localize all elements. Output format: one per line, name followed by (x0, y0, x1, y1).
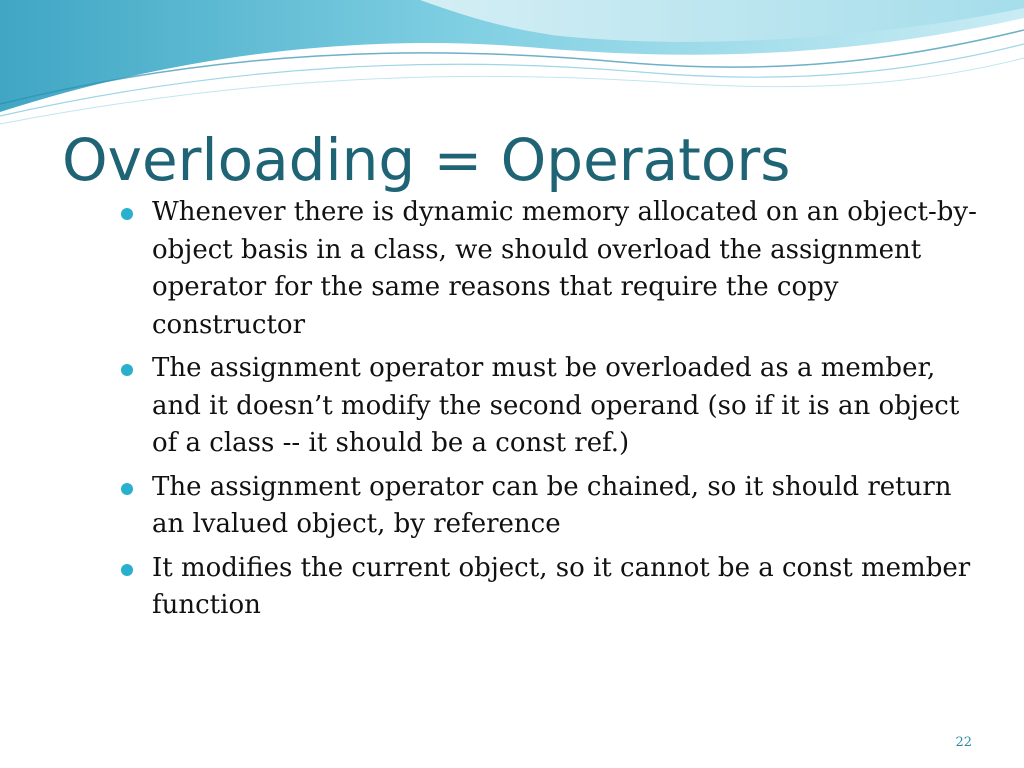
bullet-item (152, 469, 982, 544)
bullet-dot-icon (121, 564, 133, 576)
bullet-text: The assignment operator must be overloaded as a member, and it doesn’t modify the second operand (so if it is an object of a class -- it should be a const ref.) (152, 353, 960, 458)
slide-number: 22 (955, 735, 972, 750)
bullet-item (152, 350, 982, 463)
slide-title: Overloading = Operators (62, 126, 791, 194)
bullet-item (152, 550, 982, 625)
bullet-list (152, 194, 982, 631)
bullet-dot-icon (121, 483, 133, 495)
bullet-text: Whenever there is dynamic memory allocated on an object-by-object basis in a class, we should overload the assignment operator for the same reasons that require the copy constructor (152, 197, 977, 340)
bullet-text: The assignment operator can be chained, so it should return an lvalued object, by reference (152, 471, 952, 539)
bullet-dot-icon (121, 208, 133, 220)
bullet-text: It modifies the current object, so it cannot be a const member function (152, 552, 971, 620)
bullet-dot-icon (121, 364, 133, 376)
bullet-item (152, 194, 982, 344)
header-wave-decoration (0, 0, 1024, 130)
